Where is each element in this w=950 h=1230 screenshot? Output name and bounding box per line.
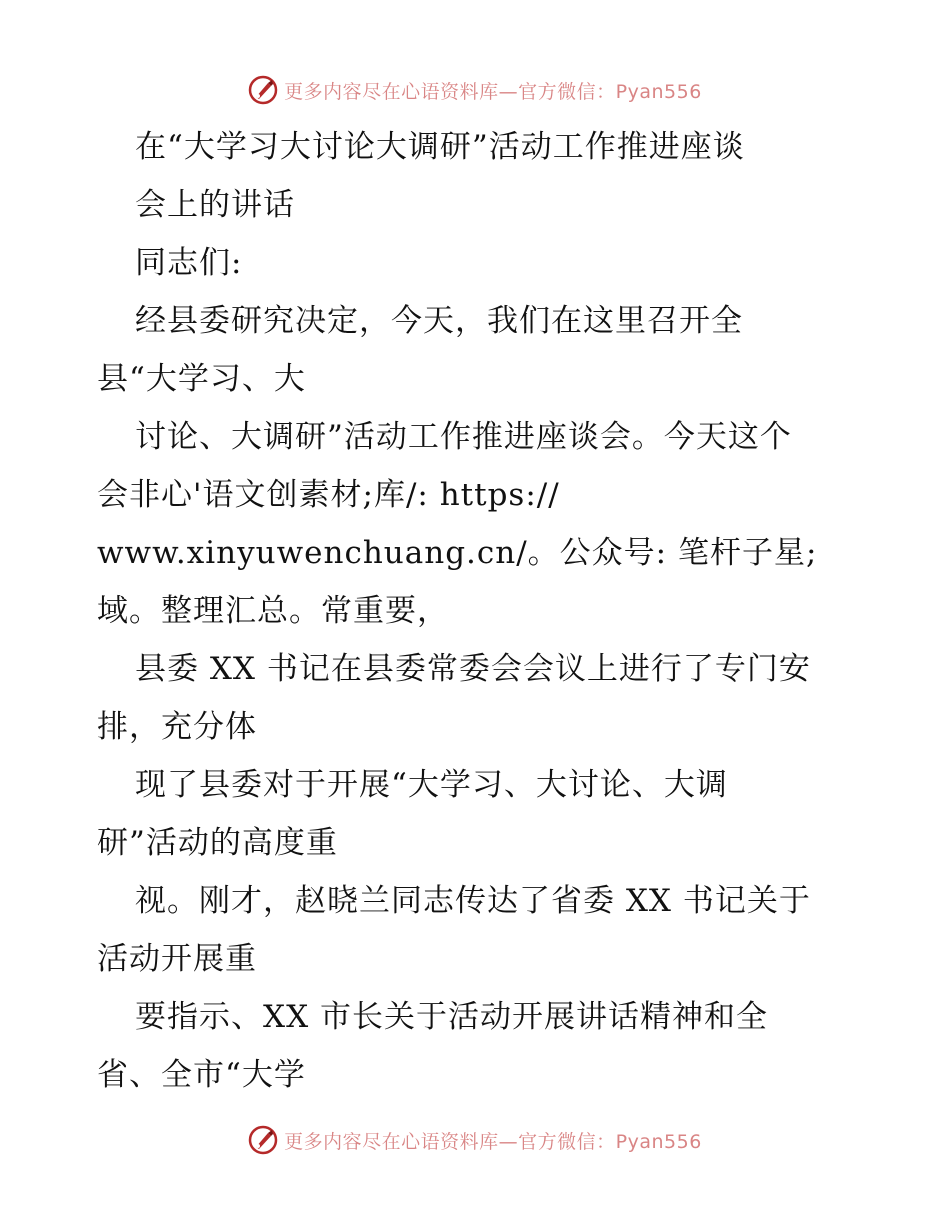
paragraph-line: 县委 XX 书记在县委常委会会议上进行了专门安 bbox=[135, 651, 811, 687]
paragraph-line: 研”活动的高度重 bbox=[97, 825, 338, 861]
paragraph-line: 经县委研究决定，今天，我们在这里召开全 bbox=[135, 303, 743, 339]
salutation: 同志们: bbox=[135, 245, 243, 281]
banner-dash: — bbox=[498, 1130, 519, 1153]
paragraph-line: 排，充分体 bbox=[97, 709, 257, 745]
paragraph-line: 会非心'语文创素材;库/: https:// bbox=[97, 477, 560, 513]
paragraph-line: 现了县委对于开展“大学习、大讨论、大调 bbox=[135, 767, 728, 803]
banner-wechat-text: 官方微信：Pyan556 bbox=[518, 1130, 702, 1153]
paragraph-line: 要指示、XX 市长关于活动开展讲话精神和全 bbox=[135, 999, 768, 1035]
paragraph-line: 讨论、大调研”活动工作推进座谈会。今天这个 bbox=[135, 419, 792, 455]
banner-site-text: 更多内容尽在心语资料库 bbox=[284, 1130, 499, 1153]
paragraph-line: 省、全市“大学 bbox=[97, 1057, 306, 1093]
quill-pen-logo-icon bbox=[248, 1125, 278, 1155]
banner-dash: — bbox=[498, 80, 519, 103]
paragraph-line: 域。整理汇总。常重要， bbox=[97, 593, 449, 629]
paragraph-line: 县“大学习、大 bbox=[97, 361, 306, 397]
title-line-2: 会上的讲话 bbox=[135, 187, 295, 223]
paragraph-line: 视。刚才，赵晓兰同志传达了省委 XX 书记关于 bbox=[135, 883, 811, 919]
banner-wechat-text: 官方微信：Pyan556 bbox=[518, 80, 702, 103]
footer-banner bbox=[0, 1120, 950, 1160]
paragraph-line: 活动开展重 bbox=[97, 941, 257, 977]
paragraph-line: www.xinyuwenchuang.cn/。公众号: 笔杆子星; bbox=[97, 535, 818, 571]
banner-site-text: 更多内容尽在心语资料库 bbox=[284, 80, 499, 103]
title-line-1: 在“大学习大讨论大调研”活动工作推进座谈 bbox=[135, 129, 745, 165]
